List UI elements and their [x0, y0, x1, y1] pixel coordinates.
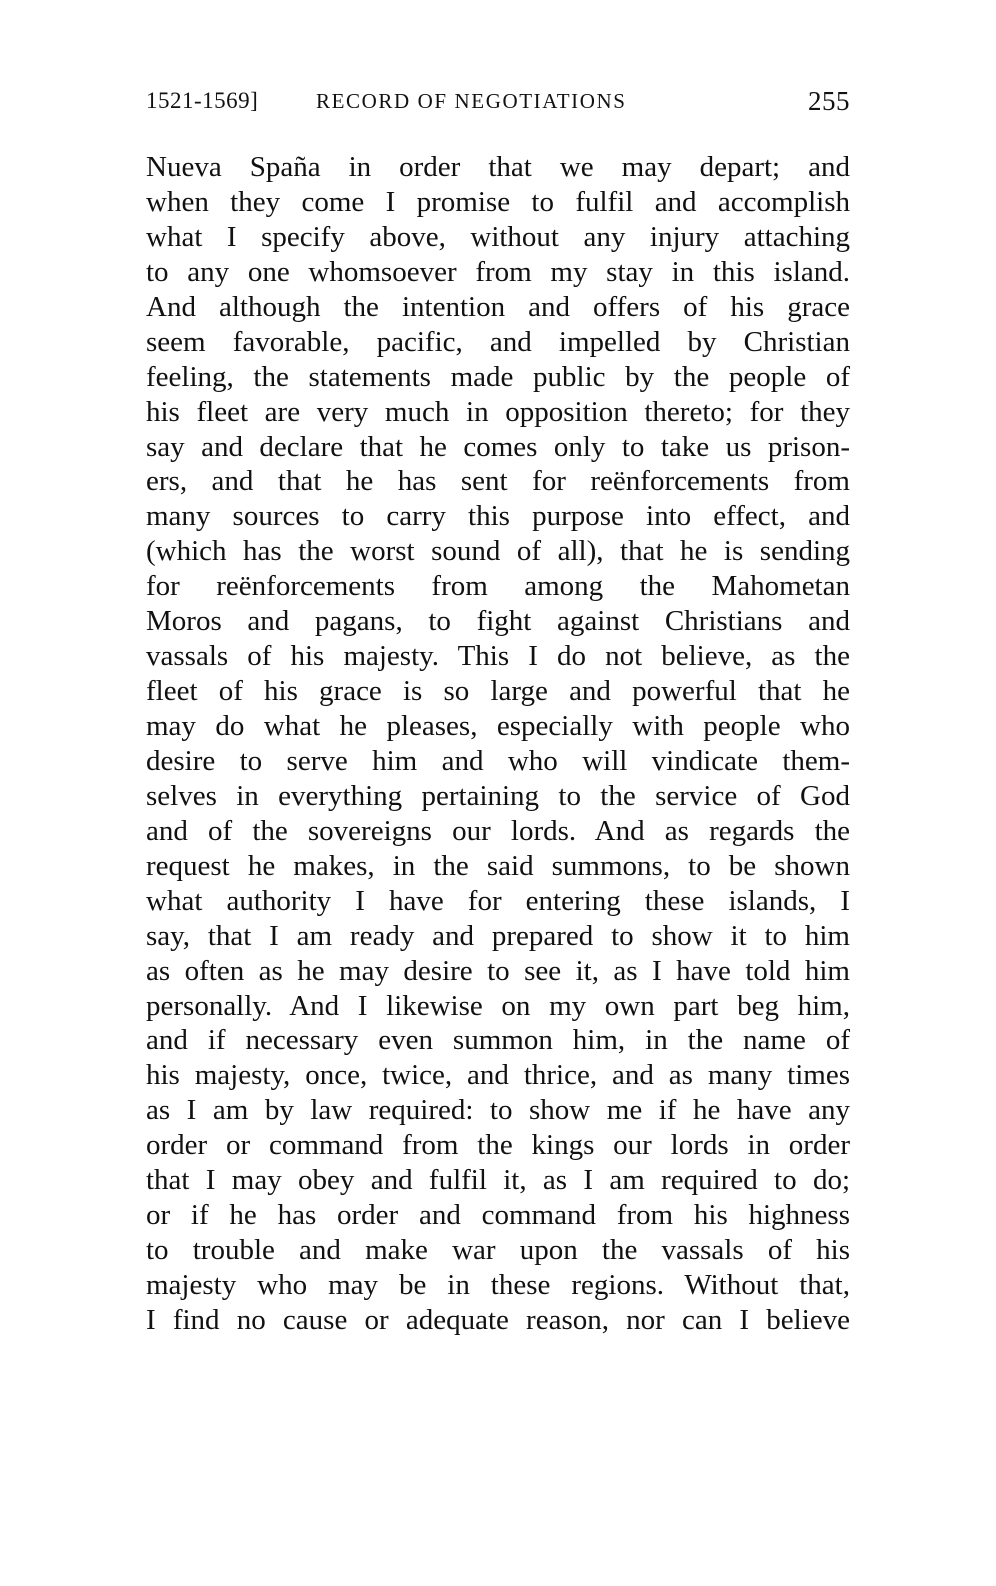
text-line: Moros and pagans, to fight against Christians and	[146, 605, 850, 638]
text-line: feeling, the statements made public by the people of	[146, 360, 850, 393]
text-line: say and declare that he comes only to take us prison-	[146, 430, 850, 463]
text-line: majesty who may be in these regions. Without that,	[146, 1269, 850, 1301]
text-line: desire to serve him and who will vindicate them-	[146, 744, 850, 777]
text-line: many sources to carry this purpose into effect, and	[146, 500, 850, 533]
text-line: as I am by law required: to show me if he have any	[146, 1094, 850, 1127]
text-line: or if he has order and command from his highness	[146, 1199, 850, 1232]
text-line: to trouble and make war upon the vassals of his	[146, 1234, 850, 1267]
text-line: Nueva Spaña in order that we may depart; and	[146, 151, 850, 183]
text-line: personally. And I likewise on my own part beg him,	[146, 989, 850, 1022]
text-line: vassals of his majesty. This I do not believe, as the	[146, 640, 850, 673]
date-range: 1521-1569]	[146, 88, 259, 113]
text-line: for reënforcements from among the Mahometan	[146, 570, 850, 603]
text-line: may do what he pleases, especially with people who	[146, 710, 850, 742]
text-line: what authority I have for entering these islands, I	[146, 884, 850, 917]
text-line: seem favorable, pacific, and impelled by Christian	[146, 325, 850, 358]
text-line: And although the intention and offers of his grace	[146, 290, 850, 323]
text-line: his fleet are very much in opposition thereto; for they	[146, 395, 850, 428]
page-number: 255	[808, 86, 850, 116]
text-line: as often as he may desire to see it, as I have told him	[146, 954, 850, 987]
running-head	[146, 86, 850, 116]
text-line: what I specify above, without any injury attaching	[146, 220, 850, 253]
body-text	[146, 150, 850, 1338]
text-line: request he makes, in the said summons, to be shown	[146, 849, 850, 882]
text-line: and of the sovereigns our lords. And as regards the	[146, 814, 850, 847]
text-line: ers, and that he has sent for reënforcements from	[146, 465, 850, 498]
text-line: that I may obey and fulfil it, as I am required to do;	[146, 1164, 850, 1197]
text-line: selves in everything pertaining to the service of God	[146, 779, 850, 812]
text-line: I find no cause or adequate reason, nor can I believe	[146, 1303, 850, 1336]
text-line: fleet of his grace is so large and powerful that he	[146, 675, 850, 708]
text-line: his majesty, once, twice, and thrice, and as many times	[146, 1059, 850, 1092]
text-line: when they come I promise to fulfil and accomplish	[146, 185, 850, 218]
text-line: say, that I am ready and prepared to show it to him	[146, 919, 850, 952]
chapter-title: RECORD OF NEGOTIATIONS	[316, 89, 627, 113]
text-line: (which has the worst sound of all), that he is sending	[146, 535, 850, 568]
text-line: and if necessary even summon him, in the name of	[146, 1024, 850, 1057]
text-line: to any one whomsoever from my stay in this island.	[146, 255, 850, 288]
text-line: order or command from the kings our lords in order	[146, 1129, 850, 1162]
